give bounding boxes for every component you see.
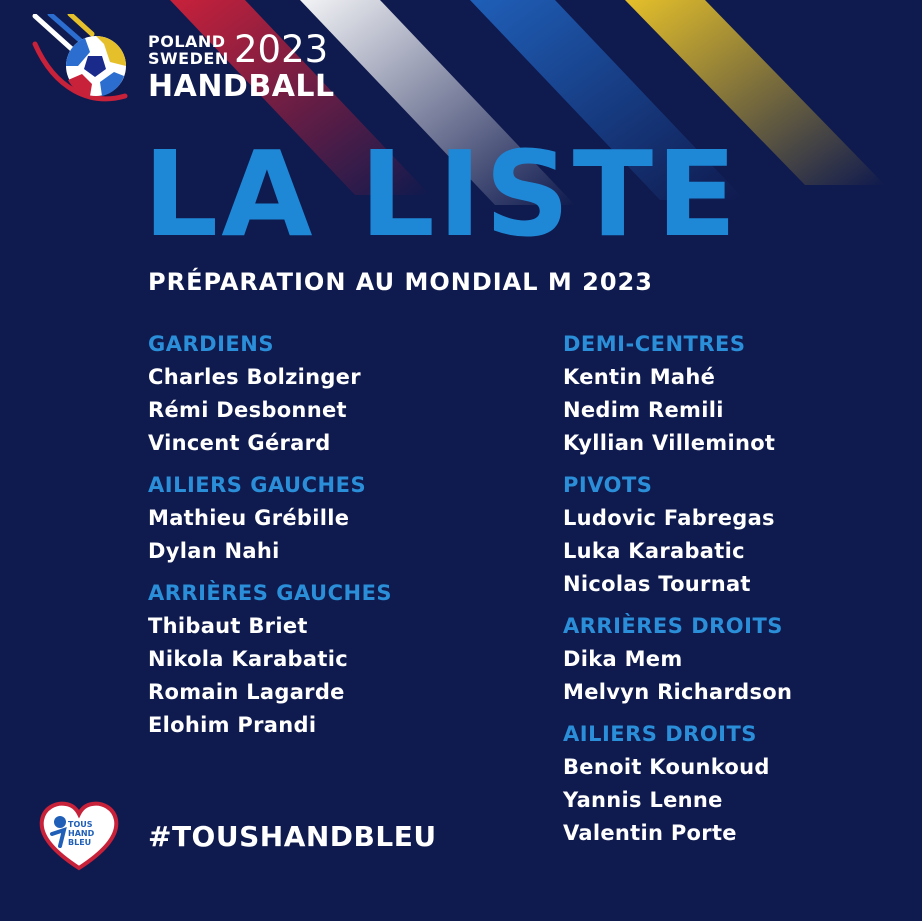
position-group [148,577,508,742]
player-name: Benoit Kounkoud [563,755,770,779]
player-name: Valentin Porte [563,821,737,845]
player-name: Ludovic Fabregas [563,506,775,530]
position-title: ARRIÈRES GAUCHES [148,581,393,605]
player-name: Mathieu Grébille [148,506,350,530]
position-title: AILIERS DROITS [563,722,757,746]
player-name: Rémi Desbonnet [148,398,347,422]
player-name: Luka Karabatic [563,539,745,563]
player-name: Nedim Remili [563,398,724,422]
position-title: AILIERS GAUCHES [148,473,367,497]
heart-logo-icon [38,800,120,872]
page-title: LA LISTE [143,125,740,263]
right-column [563,328,922,859]
player-name: Vincent Gérard [148,431,331,455]
position-title: ARRIÈRES DROITS [563,614,783,638]
position-title: GARDIENS [148,332,274,356]
position-group [563,328,922,460]
heart-logo-text: BLEU [68,838,92,847]
player-name: Elohim Prandi [148,713,317,737]
player-name: Dika Mem [563,647,683,671]
left-column [148,328,508,751]
player-name: Yannis Lenne [563,788,723,812]
heart-logo-text: HAND [68,829,95,838]
player-name: Melvyn Richardson [563,680,793,704]
position-group [563,469,922,601]
brand-poland: POLAND [148,32,226,51]
position-group [563,610,922,709]
handball-logo-icon [30,14,140,109]
player-name: Kyllian Villeminot [563,431,776,455]
position-group [563,718,922,850]
player-name: Nicolas Tournat [563,572,751,596]
player-name: Dylan Nahi [148,539,280,563]
hashtag: #TOUSHANDBLEU [148,820,437,853]
player-name: Kentin Mahé [563,365,716,389]
position-title: PIVOTS [563,473,653,497]
player-name: Thibaut Briet [148,614,308,638]
brand-handball: HANDBALL [148,69,335,104]
brand-year: 2023 [234,28,329,71]
player-name: Charles Bolzinger [148,365,361,389]
brand-sweden: SWEDEN [148,49,229,68]
player-name: Nikola Karabatic [148,647,348,671]
position-group [148,469,508,568]
position-group [148,328,508,460]
player-name: Romain Lagarde [148,680,345,704]
page-subtitle: PRÉPARATION AU MONDIAL M 2023 [148,268,653,296]
heart-logo-text: TOUS [68,820,93,829]
position-title: DEMI-CENTRES [563,332,746,356]
